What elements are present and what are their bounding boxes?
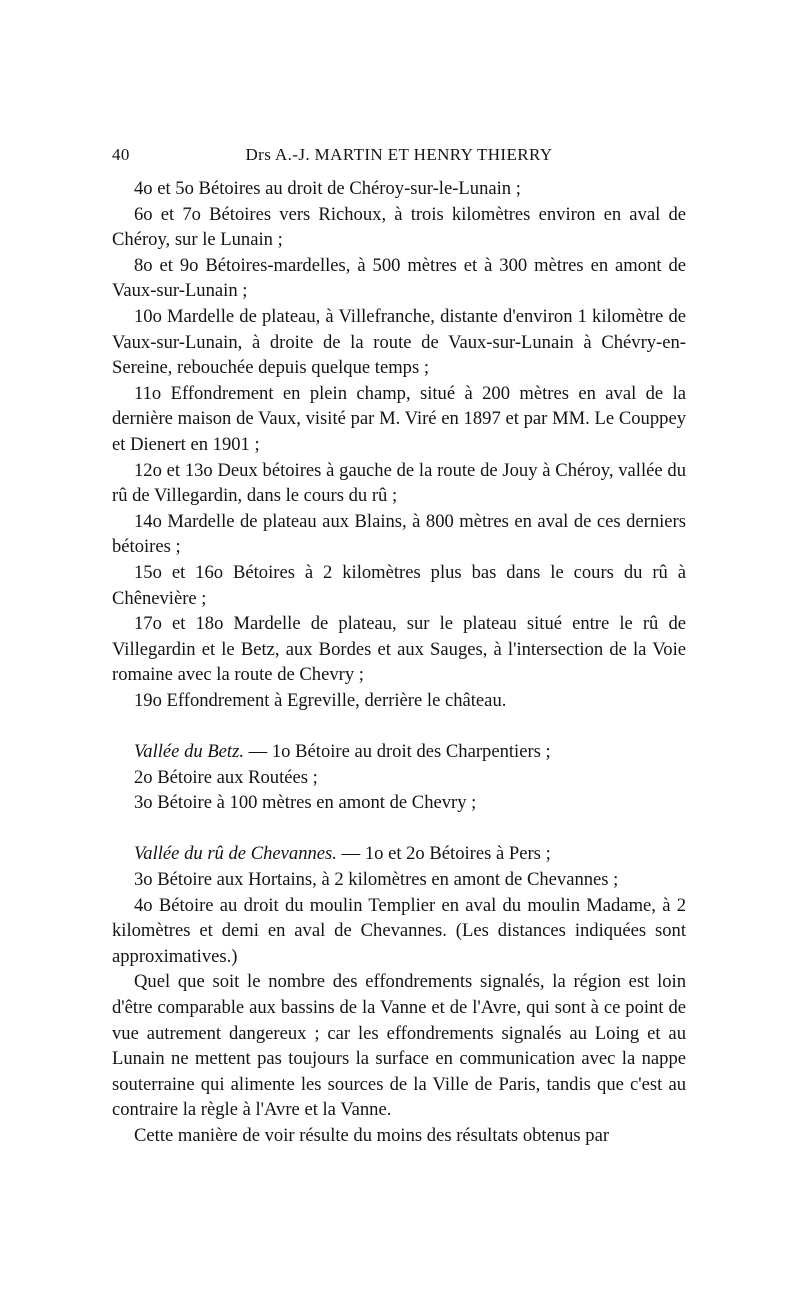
section-title: Vallée du Betz. [134,741,244,763]
section-text: — 1o Bétoire au droit des Charpentiers ; [243,741,551,763]
paragraph: 19o Effondrement à Egreville, derrière le château. [134,689,507,711]
paragraph: Cette manière de voir résulte du moins des résultats obtenus par [134,1124,610,1146]
section-text: — 1o et 2o Bétoires à Pers ; [336,843,551,865]
section-spacer [112,816,686,842]
paragraph: 11o Effondrement en plein champ, situé à 200 mètres en aval de la dernière maison de Vaux, visité par M. Viré en 1897 et par MM. Le Couppey et Dienert en 1901 ; [112,382,686,455]
paragraph: 15o et 16o Bétoires à 2 kilomètres plus bas dans le cours du rû à Chênevière ; [112,561,686,609]
paragraph: 14o Mardelle de plateau aux Blains, à 800 mètres en aval de ces derniers bétoires ; [112,510,686,558]
paragraph: 3o Bétoire aux Hortains, à 2 kilomètres en amont de Chevannes ; [134,869,619,891]
paragraph: 17o et 18o Mardelle de plateau, sur le plateau situé entre le rû de Villegardin et le Betz, aux Bordes et aux Sauges, à l'intersection de la Voie romaine avec la route de Chevry ; [112,613,686,686]
paragraph: 4o et 5o Bétoires au droit de Chéroy-sur-le-Lunain ; [134,178,521,199]
section-chevannes [112,841,686,867]
paragraph: 3o Bétoire à 100 mètres en amont de Chevry ; [134,792,477,814]
paragraph: 6o et 7o Bétoires vers Richoux, à trois kilomètres environ en aval de Chéroy, sur le Lunain ; [112,203,686,251]
paragraph: 4o Bétoire au droit du moulin Templier en aval du moulin Madame, à 2 kilomètres et demi en aval de Chevannes. (Les distances indiquées sont approximatives.) [112,894,686,967]
section-betz [112,739,686,765]
section-title: Vallée du rû de Chevannes. [134,843,337,865]
section-spacer [112,713,686,739]
paragraph: 12o et 13o Deux bétoires à gauche de la route de Jouy à Chéroy, vallée du rû de Villegardin, dans le cours du rû ; [112,459,686,507]
paragraph: 8o et 9o Bétoires-mardelles, à 500 mètres et à 300 mètres en amont de Vaux-sur-Lunain ; [112,254,686,302]
paragraph: 2o Bétoire aux Routées ; [134,766,318,788]
page-body [112,176,686,1149]
page-header [112,143,686,169]
running-head: Drs A.-J. MARTIN ET HENRY THIERRY [245,145,553,164]
paragraph: Quel que soit le nombre des effondrements signalés, la région est loin d'être comparable aux bassins de la Vanne et de l'Avre, qui sont à ce point de vue autrement dangereux ; car les effondrements signalés au Loing et au Lunain ne mettent pas toujours la surface en communication avec la nappe souterraine qui alimente les sources de la Ville de Paris, tandis que c'est au contraire la règle à l'Avre et la Vanne. [112,971,686,1121]
paragraph: 10o Mardelle de plateau, à Villefranche, distante d'environ 1 kilomètre de Vaux-sur-Lunain, à droite de la route de Vaux-sur-Lunain à Chévry-en-Sereine, rebouchée depuis quelque temps ; [112,305,686,379]
page-number: 40 [112,145,130,164]
